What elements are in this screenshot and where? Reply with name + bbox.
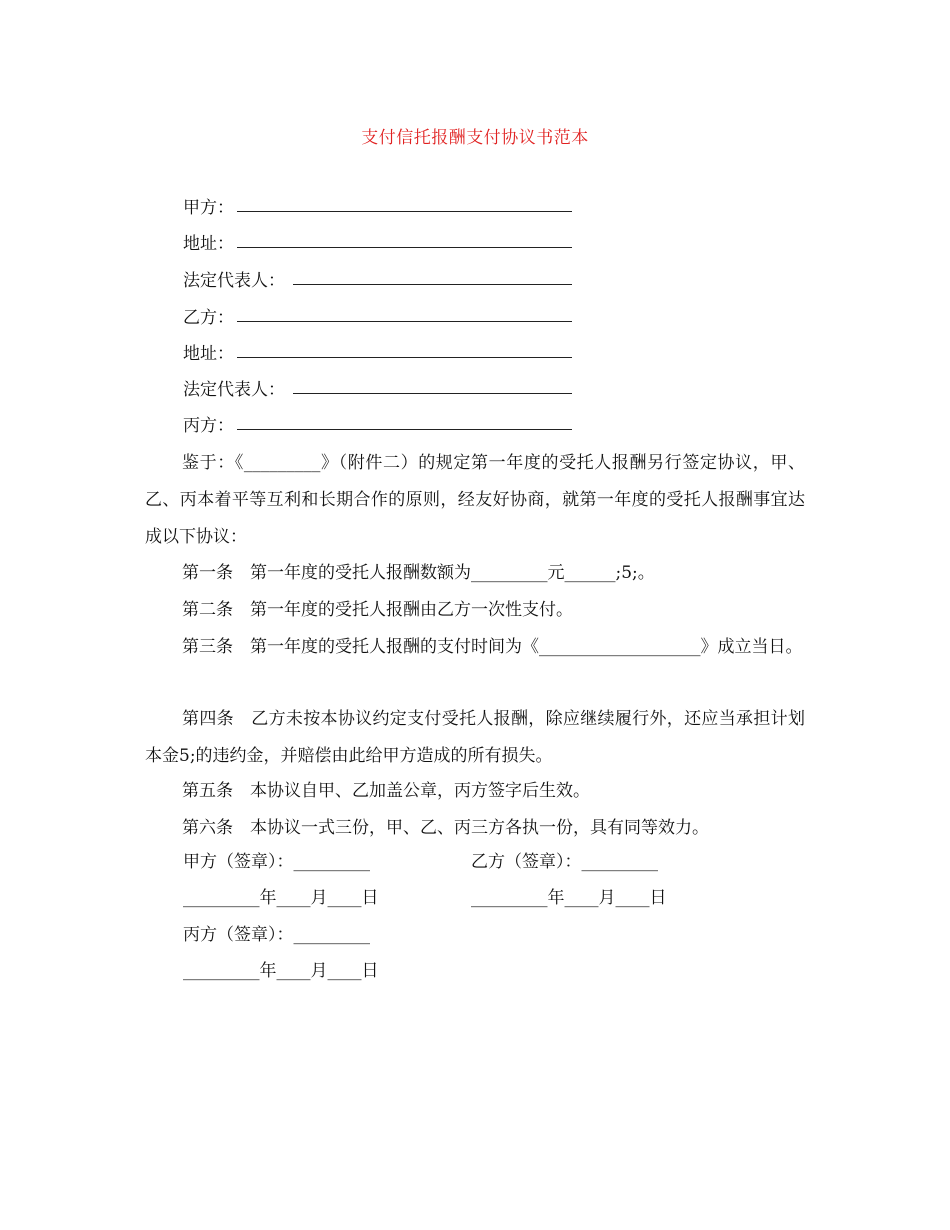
- party-a-representative-label: 法定代表人：: [183, 271, 285, 291]
- article-4: 第四条 乙方未按本协议约定支付受托人报酬，除应继续履行外，还应当承担计划本金5;的违约金，并赔偿由此给甲方造成的所有损失。: [145, 709, 805, 766]
- party-a-date: _________年____月____日: [183, 888, 379, 908]
- article-5: 第五条 本协议自甲、乙加盖公章，丙方签字后生效。: [182, 781, 590, 801]
- party-a-address-label: 地址：: [183, 234, 234, 254]
- party-b-address-field: [183, 343, 234, 365]
- party-b-representative-blank-line: [293, 393, 572, 394]
- party-b-blank-line: [237, 321, 572, 322]
- party-a-blank-line: [237, 211, 572, 212]
- party-a-address-blank-line: [237, 247, 572, 248]
- article-1: 第一条 第一年度的受托人报酬数额为_________元______;5;。: [182, 563, 655, 583]
- article-2: 第二条 第一年度的受托人报酬由乙方一次性支付。: [182, 600, 573, 620]
- party-b-signature: 乙方（签章）：_________: [471, 852, 658, 872]
- party-b-representative-field: [183, 379, 285, 401]
- document-title: 支付信托报酬支付协议书范本: [361, 128, 589, 148]
- party-b-field: [183, 307, 234, 329]
- party-a-address-field: [183, 233, 234, 255]
- article-6: 第六条 本协议一式三份，甲、乙、丙三方各执一份，具有同等效力。: [182, 818, 709, 838]
- party-c-field: [183, 415, 234, 437]
- party-a-label: 甲方：: [183, 198, 234, 218]
- party-b-date: _________年____月____日: [471, 888, 667, 908]
- article-3: 第三条 第一年度的受托人报酬的支付时间为《___________________》成立当日。: [182, 637, 803, 657]
- party-a-representative-blank-line: [293, 284, 572, 285]
- party-a-representative-field: [183, 270, 285, 292]
- preamble-paragraph: 鉴于：《_________》（附件二）的规定第一年度的受托人报酬另行签定协议，甲、乙、丙本着平等互利和长期合作的原则，经友好协商，就第一年度的受托人报酬事宜达成以下协议：: [145, 453, 805, 547]
- party-a-signature: 甲方（签章）：_________: [183, 852, 370, 872]
- party-b-representative-label: 法定代表人：: [183, 380, 285, 400]
- party-a-field: [183, 197, 234, 219]
- party-b-label: 乙方：: [183, 308, 234, 328]
- party-c-signature: 丙方（签章）：_________: [183, 925, 370, 945]
- party-b-address-blank-line: [237, 357, 572, 358]
- party-c-date: _________年____月____日: [183, 961, 379, 981]
- party-b-address-label: 地址：: [183, 344, 234, 364]
- party-c-blank-line: [237, 429, 572, 430]
- party-c-label: 丙方：: [183, 416, 234, 436]
